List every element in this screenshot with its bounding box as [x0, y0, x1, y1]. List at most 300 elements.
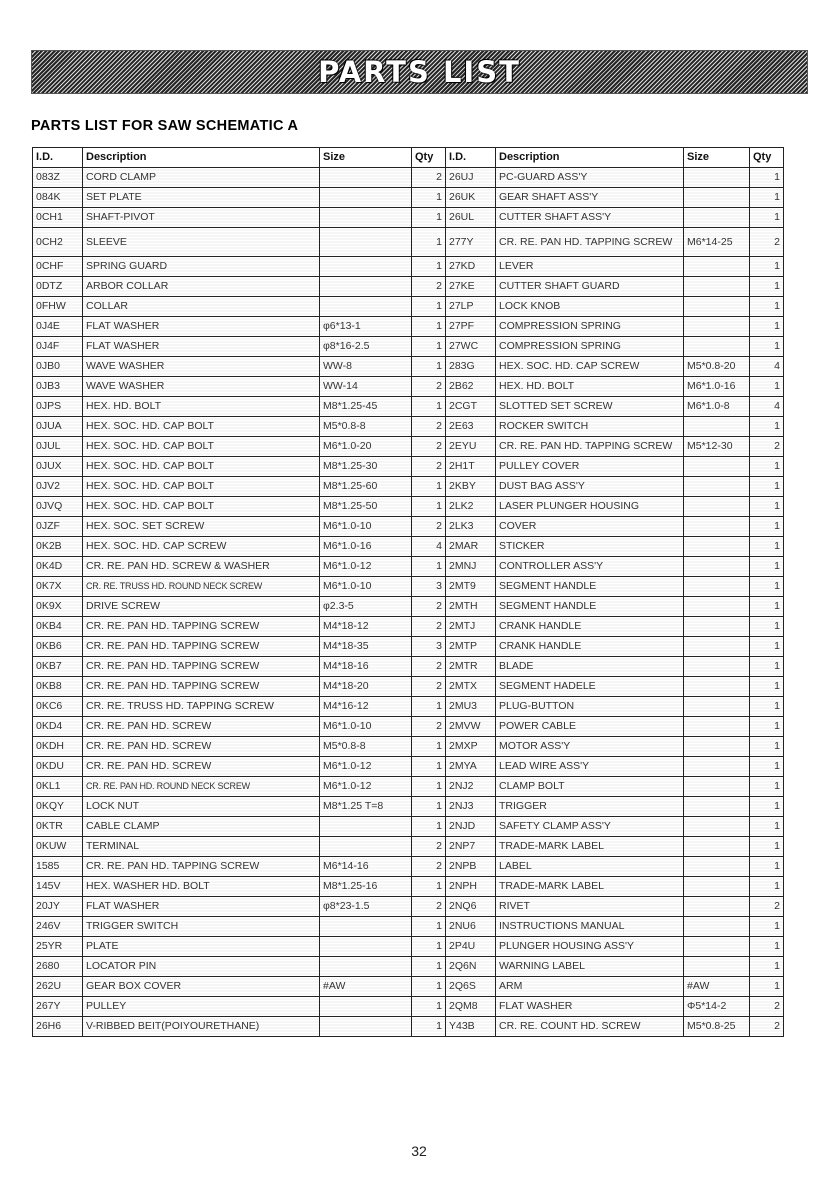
- table-row: [33, 277, 784, 297]
- part-id: 2MTP: [446, 637, 496, 657]
- part-size: M8*1.25-16: [320, 877, 412, 897]
- part-description: GEAR BOX COVER: [83, 977, 320, 997]
- part-qty: 1: [412, 297, 446, 317]
- part-qty: 2: [412, 168, 446, 188]
- part-description: HEX. SOC. HD. CAP BOLT: [83, 497, 320, 517]
- part-qty: 1: [412, 337, 446, 357]
- part-size: [684, 697, 750, 717]
- part-qty: 2: [412, 277, 446, 297]
- col-header-description-left: Description: [83, 148, 320, 168]
- part-description: CR. RE. PAN HD. SCREW: [83, 717, 320, 737]
- parts-list-banner: [31, 50, 808, 94]
- part-description: HEX. SOC. HD. CAP SCREW: [83, 537, 320, 557]
- part-id: 2NU6: [446, 917, 496, 937]
- part-id: 2MVW: [446, 717, 496, 737]
- part-qty: 1: [412, 317, 446, 337]
- table-row: [33, 517, 784, 537]
- table-row: [33, 497, 784, 517]
- part-qty: 1: [750, 837, 784, 857]
- part-id: 26UK: [446, 188, 496, 208]
- table-row: [33, 537, 784, 557]
- part-size: [684, 168, 750, 188]
- part-qty: 1: [750, 417, 784, 437]
- parts-table-body: [33, 168, 784, 1037]
- part-qty: 1: [750, 317, 784, 337]
- part-description: ARBOR COLLAR: [83, 277, 320, 297]
- part-qty: 1: [750, 677, 784, 697]
- part-id: 0KTR: [33, 817, 83, 837]
- table-row: [33, 917, 784, 937]
- part-size: M8*1.25-60: [320, 477, 412, 497]
- part-size: WW-8: [320, 357, 412, 377]
- part-description: CABLE CLAMP: [83, 817, 320, 837]
- part-id: 2NJD: [446, 817, 496, 837]
- part-id: 0K7X: [33, 577, 83, 597]
- part-size: [684, 657, 750, 677]
- part-qty: 1: [750, 188, 784, 208]
- part-size: φ2.3-5: [320, 597, 412, 617]
- table-row: [33, 657, 784, 677]
- part-size: #AW: [684, 977, 750, 997]
- part-size: [684, 417, 750, 437]
- part-qty: 2: [412, 677, 446, 697]
- part-qty: 2: [412, 617, 446, 637]
- part-qty: 1: [412, 917, 446, 937]
- part-id: 0KQY: [33, 797, 83, 817]
- section-title: PARTS LIST FOR SAW SCHEMATIC A: [31, 118, 299, 134]
- part-size: [684, 297, 750, 317]
- part-description: COVER: [496, 517, 684, 537]
- table-row: [33, 737, 784, 757]
- table-row: [33, 957, 784, 977]
- part-id: 27WC: [446, 337, 496, 357]
- part-description: RIVET: [496, 897, 684, 917]
- table-row: [33, 357, 784, 377]
- part-size: [684, 317, 750, 337]
- part-size: M5*0.8-20: [684, 357, 750, 377]
- part-id: 277Y: [446, 228, 496, 257]
- part-qty: 1: [412, 937, 446, 957]
- part-size: M8*1.25 T=8: [320, 797, 412, 817]
- table-row: [33, 977, 784, 997]
- part-qty: 1: [412, 1017, 446, 1037]
- part-size: M4*18-35: [320, 637, 412, 657]
- part-size: [320, 937, 412, 957]
- part-qty: 2: [750, 997, 784, 1017]
- part-size: [684, 737, 750, 757]
- part-description: WAVE WASHER: [83, 377, 320, 397]
- part-id: 2MAR: [446, 537, 496, 557]
- col-header-qty-left: Qty: [412, 148, 446, 168]
- part-qty: 1: [750, 577, 784, 597]
- part-qty: 1: [750, 697, 784, 717]
- part-qty: 3: [412, 637, 446, 657]
- part-id: 0CHF: [33, 257, 83, 277]
- part-qty: 1: [412, 557, 446, 577]
- table-row: [33, 637, 784, 657]
- part-description: CR. RE. PAN HD. SCREW & WASHER: [83, 557, 320, 577]
- part-description: BLADE: [496, 657, 684, 677]
- part-description: ROCKER SWITCH: [496, 417, 684, 437]
- part-qty: 1: [412, 697, 446, 717]
- part-id: 0JV2: [33, 477, 83, 497]
- part-size: M6*1.0-20: [320, 437, 412, 457]
- part-qty: 1: [750, 168, 784, 188]
- part-id: 2H1T: [446, 457, 496, 477]
- part-description: HEX. SOC. HD. CAP BOLT: [83, 477, 320, 497]
- part-qty: 1: [412, 357, 446, 377]
- table-row: [33, 697, 784, 717]
- part-id: 0KL1: [33, 777, 83, 797]
- col-header-id-left: I.D.: [33, 148, 83, 168]
- part-qty: 1: [750, 297, 784, 317]
- part-description: PULLEY COVER: [496, 457, 684, 477]
- part-description: SLEEVE: [83, 228, 320, 257]
- part-description: CONTROLLER ASS'Y: [496, 557, 684, 577]
- part-size: [684, 557, 750, 577]
- part-size: [684, 797, 750, 817]
- part-id: 0DTZ: [33, 277, 83, 297]
- part-id: 262U: [33, 977, 83, 997]
- part-size: [684, 937, 750, 957]
- part-id: 0KB8: [33, 677, 83, 697]
- part-qty: 1: [412, 977, 446, 997]
- part-description: PLUNGER HOUSING ASS'Y: [496, 937, 684, 957]
- table-row: [33, 597, 784, 617]
- part-id: 0KB4: [33, 617, 83, 637]
- part-qty: 1: [750, 597, 784, 617]
- part-description: FLAT WASHER: [496, 997, 684, 1017]
- part-id: 2Q6N: [446, 957, 496, 977]
- part-description: SAFETY CLAMP ASS'Y: [496, 817, 684, 837]
- part-description: LEAD WIRE ASS'Y: [496, 757, 684, 777]
- part-id: 25YR: [33, 937, 83, 957]
- part-qty: 2: [412, 837, 446, 857]
- part-qty: 1: [750, 957, 784, 977]
- part-size: [320, 957, 412, 977]
- part-description: TRIGGER SWITCH: [83, 917, 320, 937]
- table-row: [33, 857, 784, 877]
- part-description: CR. RE. PAN HD. TAPPING SCREW: [496, 437, 684, 457]
- part-description: V-RIBBED BEIT(POIYOURETHANE): [83, 1017, 320, 1037]
- part-qty: 1: [750, 737, 784, 757]
- part-size: [684, 777, 750, 797]
- part-qty: 1: [412, 757, 446, 777]
- col-header-size-right: Size: [684, 148, 750, 168]
- part-qty: 1: [412, 877, 446, 897]
- part-id: 2MYA: [446, 757, 496, 777]
- part-description: CR. RE. PAN HD. TAPPING SCREW: [83, 637, 320, 657]
- part-id: 0JUX: [33, 457, 83, 477]
- part-id: 0JZF: [33, 517, 83, 537]
- part-qty: 1: [750, 517, 784, 537]
- part-id: 0KUW: [33, 837, 83, 857]
- part-id: 0JUA: [33, 417, 83, 437]
- part-qty: 4: [750, 357, 784, 377]
- part-size: φ6*13-1: [320, 317, 412, 337]
- part-id: 2B62: [446, 377, 496, 397]
- part-id: 0J4F: [33, 337, 83, 357]
- part-id: 2QM8: [446, 997, 496, 1017]
- part-size: φ8*16-2.5: [320, 337, 412, 357]
- part-qty: 1: [750, 557, 784, 577]
- part-description: SPRING GUARD: [83, 257, 320, 277]
- part-size: M6*1.0-12: [320, 557, 412, 577]
- table-row: [33, 797, 784, 817]
- part-id: 2MTH: [446, 597, 496, 617]
- part-size: [684, 817, 750, 837]
- part-id: 2MNJ: [446, 557, 496, 577]
- part-qty: 1: [412, 397, 446, 417]
- part-id: 2680: [33, 957, 83, 977]
- part-qty: 1: [750, 717, 784, 737]
- part-qty: 1: [750, 257, 784, 277]
- table-row: [33, 777, 784, 797]
- part-size: M4*16-12: [320, 697, 412, 717]
- part-id: 0JB0: [33, 357, 83, 377]
- part-description: TERMINAL: [83, 837, 320, 857]
- part-size: [684, 277, 750, 297]
- part-description: MOTOR ASS'Y: [496, 737, 684, 757]
- part-description: WAVE WASHER: [83, 357, 320, 377]
- part-id: 2P4U: [446, 937, 496, 957]
- table-row: [33, 228, 784, 257]
- part-id: 267Y: [33, 997, 83, 1017]
- part-id: 2MTJ: [446, 617, 496, 637]
- part-size: [684, 837, 750, 857]
- part-size: M6*1.0-10: [320, 577, 412, 597]
- part-size: [684, 957, 750, 977]
- part-qty: 2: [412, 857, 446, 877]
- part-id: 145V: [33, 877, 83, 897]
- part-id: 2MXP: [446, 737, 496, 757]
- part-id: 0KB6: [33, 637, 83, 657]
- part-description: CR. RE. PAN HD. SCREW: [83, 737, 320, 757]
- part-description: CR. RE. PAN HD. TAPPING SCREW: [83, 657, 320, 677]
- part-size: M8*1.25-50: [320, 497, 412, 517]
- part-id: 0JUL: [33, 437, 83, 457]
- part-qty: 2: [412, 437, 446, 457]
- part-qty: 3: [412, 577, 446, 597]
- part-size: [684, 497, 750, 517]
- part-description: PC-GUARD ASS'Y: [496, 168, 684, 188]
- table-row: [33, 208, 784, 228]
- part-id: 0K9X: [33, 597, 83, 617]
- part-size: [684, 188, 750, 208]
- part-size: [320, 277, 412, 297]
- part-qty: 2: [412, 517, 446, 537]
- part-id: 2MTR: [446, 657, 496, 677]
- part-size: [684, 457, 750, 477]
- part-id: 0KDU: [33, 757, 83, 777]
- part-size: [320, 257, 412, 277]
- part-size: [684, 917, 750, 937]
- part-id: 0KD4: [33, 717, 83, 737]
- part-qty: 1: [412, 188, 446, 208]
- part-qty: 4: [412, 537, 446, 557]
- part-description: CR. RE. TRUSS HD. TAPPING SCREW: [83, 697, 320, 717]
- part-description: CR. RE. PAN HD. TAPPING SCREW: [83, 857, 320, 877]
- part-qty: 2: [412, 457, 446, 477]
- part-id: Y43B: [446, 1017, 496, 1037]
- part-id: 26UL: [446, 208, 496, 228]
- part-qty: 2: [750, 897, 784, 917]
- part-qty: 1: [412, 497, 446, 517]
- table-row: [33, 937, 784, 957]
- part-size: [320, 168, 412, 188]
- part-description: PULLEY: [83, 997, 320, 1017]
- part-description: CUTTER SHAFT ASS'Y: [496, 208, 684, 228]
- part-size: [684, 717, 750, 737]
- col-header-id-right: I.D.: [446, 148, 496, 168]
- table-row: [33, 1017, 784, 1037]
- part-id: 2MTX: [446, 677, 496, 697]
- part-id: 27PF: [446, 317, 496, 337]
- part-id: 2NPH: [446, 877, 496, 897]
- part-size: [684, 477, 750, 497]
- part-id: 0JB3: [33, 377, 83, 397]
- part-qty: 1: [750, 797, 784, 817]
- part-size: [320, 228, 412, 257]
- part-description: PLATE: [83, 937, 320, 957]
- part-size: [684, 257, 750, 277]
- part-qty: 1: [750, 277, 784, 297]
- part-id: 27LP: [446, 297, 496, 317]
- part-size: WW-14: [320, 377, 412, 397]
- part-qty: 1: [412, 957, 446, 977]
- part-id: 0CH1: [33, 208, 83, 228]
- part-size: [684, 857, 750, 877]
- part-qty: 1: [750, 637, 784, 657]
- part-id: 27KD: [446, 257, 496, 277]
- part-qty: 2: [412, 377, 446, 397]
- table-row: [33, 477, 784, 497]
- part-id: 0JPS: [33, 397, 83, 417]
- part-description: STICKER: [496, 537, 684, 557]
- part-size: [684, 617, 750, 637]
- part-id: 2KBY: [446, 477, 496, 497]
- part-qty: 1: [412, 208, 446, 228]
- banner-title: PARTS LIST: [318, 55, 521, 89]
- table-row: [33, 677, 784, 697]
- part-description: SET PLATE: [83, 188, 320, 208]
- part-size: M4*18-20: [320, 677, 412, 697]
- part-size: [684, 877, 750, 897]
- part-size: [684, 637, 750, 657]
- part-size: [320, 297, 412, 317]
- part-qty: 1: [412, 228, 446, 257]
- part-id: 0KB7: [33, 657, 83, 677]
- part-id: 2LK2: [446, 497, 496, 517]
- part-size: M6*1.0-10: [320, 717, 412, 737]
- part-size: M5*0.8-25: [684, 1017, 750, 1037]
- part-qty: 4: [750, 397, 784, 417]
- part-qty: 1: [750, 777, 784, 797]
- col-header-size-left: Size: [320, 148, 412, 168]
- part-description: CORD CLAMP: [83, 168, 320, 188]
- part-description: LOCATOR PIN: [83, 957, 320, 977]
- part-description: CR. RE. PAN HD. SCREW: [83, 757, 320, 777]
- part-description: PLUG-BUTTON: [496, 697, 684, 717]
- part-qty: 1: [412, 817, 446, 837]
- table-row: [33, 997, 784, 1017]
- part-size: Φ5*14-2: [684, 997, 750, 1017]
- part-qty: 1: [750, 208, 784, 228]
- part-description: CUTTER SHAFT GUARD: [496, 277, 684, 297]
- part-description: DRIVE SCREW: [83, 597, 320, 617]
- part-description: FLAT WASHER: [83, 317, 320, 337]
- table-row: [33, 188, 784, 208]
- part-id: 20JY: [33, 897, 83, 917]
- part-size: [320, 188, 412, 208]
- part-id: 0K4D: [33, 557, 83, 577]
- part-id: 26H6: [33, 1017, 83, 1037]
- part-description: LABEL: [496, 857, 684, 877]
- part-id: 0J4E: [33, 317, 83, 337]
- part-qty: 1: [750, 657, 784, 677]
- part-description: GEAR SHAFT ASS'Y: [496, 188, 684, 208]
- table-row: [33, 397, 784, 417]
- part-id: 2NJ2: [446, 777, 496, 797]
- part-size: [684, 677, 750, 697]
- part-id: 2EYU: [446, 437, 496, 457]
- page-number: 32: [411, 1143, 427, 1159]
- table-row: [33, 877, 784, 897]
- part-qty: 2: [412, 597, 446, 617]
- part-qty: 1: [750, 477, 784, 497]
- part-id: 2NP7: [446, 837, 496, 857]
- table-row: [33, 417, 784, 437]
- part-description: HEX. SOC. SET SCREW: [83, 517, 320, 537]
- part-id: 0KDH: [33, 737, 83, 757]
- part-qty: 1: [412, 797, 446, 817]
- table-row: [33, 577, 784, 597]
- part-size: [320, 208, 412, 228]
- part-qty: 1: [412, 997, 446, 1017]
- part-description: CLAMP BOLT: [496, 777, 684, 797]
- table-row: [33, 717, 784, 737]
- col-header-qty-right: Qty: [750, 148, 784, 168]
- table-row: [33, 317, 784, 337]
- table-row: [33, 457, 784, 477]
- part-qty: 2: [750, 228, 784, 257]
- part-description: CRANK HANDLE: [496, 617, 684, 637]
- part-description: SEGMENT HANDLE: [496, 597, 684, 617]
- part-description: LOCK KNOB: [496, 297, 684, 317]
- part-description: TRIGGER: [496, 797, 684, 817]
- part-size: [684, 537, 750, 557]
- part-id: 283G: [446, 357, 496, 377]
- part-id: 083Z: [33, 168, 83, 188]
- part-id: 0FHW: [33, 297, 83, 317]
- part-qty: 1: [750, 377, 784, 397]
- part-size: [320, 997, 412, 1017]
- part-size: [320, 837, 412, 857]
- part-size: M6*1.0-10: [320, 517, 412, 537]
- part-description: COMPRESSION SPRING: [496, 337, 684, 357]
- part-size: M6*1.0-16: [684, 377, 750, 397]
- part-size: M6*14-25: [684, 228, 750, 257]
- part-size: M8*1.25-30: [320, 457, 412, 477]
- part-qty: 1: [750, 857, 784, 877]
- part-description: CRANK HANDLE: [496, 637, 684, 657]
- part-qty: 1: [750, 537, 784, 557]
- part-description: HEX. SOC. HD. CAP BOLT: [83, 417, 320, 437]
- part-description: HEX. HD. BOLT: [496, 377, 684, 397]
- part-description: INSTRUCTIONS MANUAL: [496, 917, 684, 937]
- part-qty: 1: [750, 877, 784, 897]
- part-qty: 2: [412, 417, 446, 437]
